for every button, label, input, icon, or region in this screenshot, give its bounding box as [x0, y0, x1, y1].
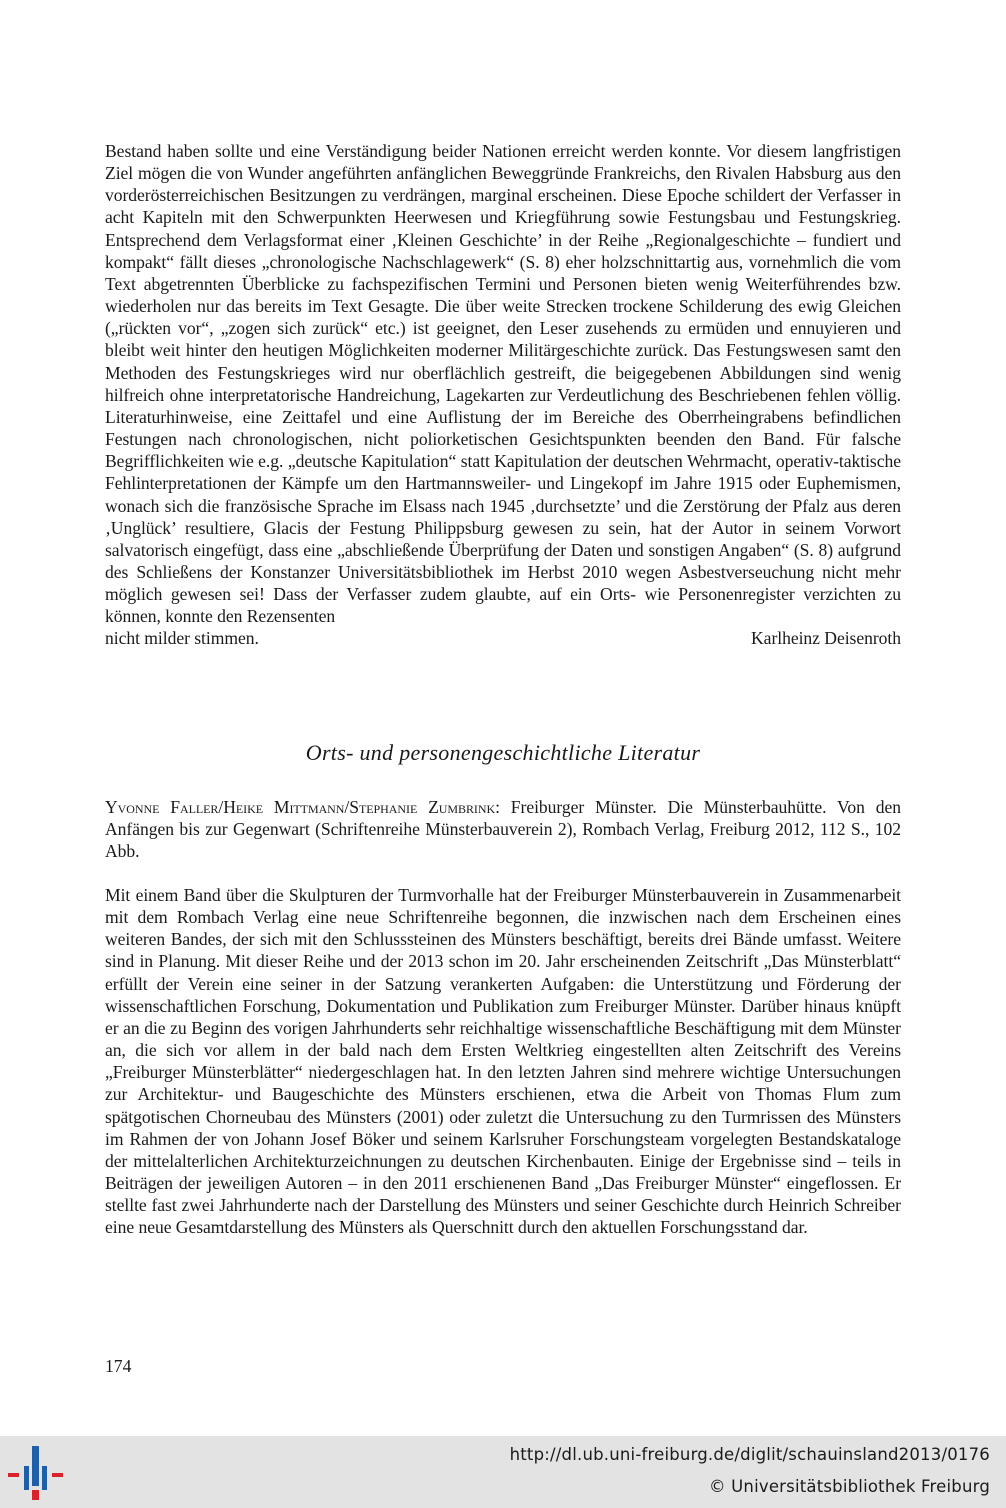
library-footer-bar	[0, 1436, 1006, 1508]
review-2-body: Mit einem Band über die Skulpturen der Turmvorhalle hat der Freiburger Münsterbauverein in Zusammenarbeit mit dem Rombach Verlag eine neue Schriftenreihe begonnen, die inzwischen nach dem Erscheinen eines weiteren Bandes, der sich mit den Schlusssteinen des Münsters beschäftigt, bereits drei Bände umfasst. Weitere sind in Planung. Mit dieser Reihe und der 2013 schon im 20. Jahr erscheinenden Zeitschrift „Das Münsterblatt“ erfüllt der Verein eine seiner in der Satzung verankerten Aufgaben: die Unterstützung und Förderung der wissenschaftlichen Forschung, Dokumentation und Publikation zum Freiburger Münster. Darüber hinaus knüpft er an die zu Beginn des vorigen Jahrhunderts sehr reichhaltige wissenschaftliche Beschäftigung mit dem Münster an, die sich vor allem in der bald nach dem Ersten Weltkrieg eingestellten alten Zeitschrift des Vereins „Freiburger Münsterblätter“ niedergeschlagen hat. In den letzten Jahren sind mehrere wichtige Untersuchungen zur Architektur- und Baugeschichte des Münsters erschienen, etwa die Arbeit von Thomas Flum zum spätgotischen Chorneubau des Münsters (2001) oder zuletzt die Untersuchung zu den Turmrissen des Münsters im Rahmen der von Johann Josef Böker und seinem Karlsruher Forschungsteam vorgelegten Bestandskataloge der mittelalterlichen Architekturzeichnungen zu deutschen Kirchenbauten. Einige der Ergebnisse sind – teils in Beiträgen der jeweiligen Autoren – in den 2011 erschienenen Band „Das Freiburger Münster“ eingeflossen. Er stellte fast zwei Jahrhunderte nach der Darstellung des Münsters und seiner Geschichte durch Heinrich Schreiber eine neue Gesamtdarstellung des Münsters als Querschnitt durch den aktuellen Forschungsstand dar.	[105, 885, 901, 1238]
page-number: 174	[105, 1356, 132, 1376]
review-text-2	[105, 884, 901, 1239]
bibliographic-entry-text	[105, 796, 901, 862]
bibliographic-entry	[105, 796, 901, 862]
review-text-1	[105, 140, 901, 649]
document-url-link[interactable]: http://dl.ub.uni-freiburg.de/diglit/schauinsland2013/0176	[509, 1445, 990, 1464]
book-citation: : Freiburger Münster. Die Münsterbauhütte. Von den Anfängen bis zur Gegenwart (Schriftenreihe Münsterbauverein 2), Rombach Verlag, Freiburg 2012, 112 S., 102 Abb.	[105, 797, 901, 862]
review-1-last-line: nicht milder stimmen.	[105, 628, 259, 649]
review-1-body: Bestand haben sollte und eine Verständigung beider Nationen erreicht werden konnte. Vor diesem langfristigen Ziel mögen die von Wunder angeführten anfänglichen Beweggründe Frankreichs, den Rivalen Habsburg aus den vorderösterreichischen Besitzungen zu verdrängen, marginal erscheinen. Diese Epoche schildert der Verfasser in acht Kapiteln mit den Schwerpunkten Heerwesen und Kriegführung sowie Festungsbau und Festungskrieg. Entsprechend dem Verlagsformat einer ‚Kleinen Geschichte’ in der Reihe „Regionalgeschichte – fundiert und kompakt“ fällt dieses „chronologische Nachschlagewerk“ (S. 8) eher holzschnittartig aus, vornehmlich die vom Text abgetrennten Überblicke zu fachspezifischen Termini und Personen bieten wenig Weiterführendes bzw. wiederholen nur das bereits im Text Gesagte. Die über weite Strecken trockene Schilderung des ewig Gleichen („rückten vor“, „zogen sich zurück“ etc.) ist geeignet, den Leser zusehends zu ermüden und ennuyieren und bleibt weit hinter den heutigen Möglichkeiten moderner Militärgeschichte zurück. Das Festungswesen samt den Methoden des Festungskrieges wird nur oberflächlich gestreift, die beigegebenen Abbildungen sind wenig hilfreich ohne interpretatorische Handreichung, Lagekarten zur Verdeutlichung des Beschriebenen fehlen völlig. Literaturhinweise, eine Zeittafel und eine Auflistung der im Bereiche des Oberrheingrabens befindlichen Festungen nach chronologischen, nicht poliorketischen Gesichtspunkten beenden den Band. Für falsche Begrifflichkeiten wie e.g. „deutsche Kapitulation“ statt Kapitulation der deutschen Wehrmacht, operativ-taktische Fehlinterpretationen der Kämpfe um den Hartmannsweiler- und Lingekopf im Jahre 1915 oder Euphemismen, wonach sich die französische Sprache im Elsass nach 1945 ‚durchsetzte’ und die Zerstörung der Pfalz aus deren ‚Unglück’ resultiere, Glacis der Festung Philippsburg gewesen zu sein, hat der Autor in seinem Vorwort salvatorisch eingefügt, dass eine „abschließende Überprüfung der Daten und sonstigen Angaben“ (S. 8) aufgrund des Schließens der Konstanzer Universitätsbibliothek im Herbst 2010 wegen Asbestverseuchung nicht mehr möglich gewesen sei! Dass der Verfasser zudem glaubte, auf ein Orts- wie Personenregister verzichten zu können, konnte den Rezensenten	[105, 141, 901, 627]
book-authors: Yvonne Faller/Heike Mittmann/Stephanie Zumbrink	[105, 797, 496, 817]
review-1-closing-line	[105, 627, 901, 649]
section-heading: Orts- und personengeschichtliche Literatur	[305, 740, 701, 765]
reviewer-name: Karlheinz Deisenroth	[751, 628, 901, 649]
ub-freiburg-logo-icon	[8, 1446, 64, 1500]
copyright-notice: © Universitätsbibliothek Freiburg	[708, 1477, 990, 1496]
